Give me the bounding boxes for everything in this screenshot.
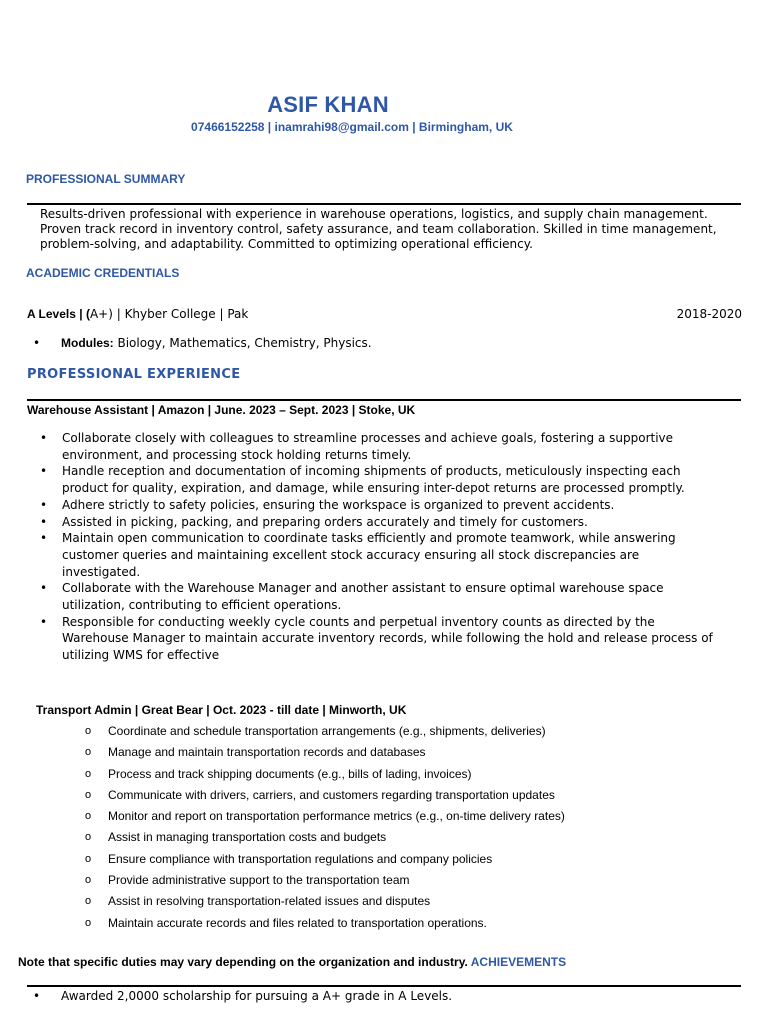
list-item: • Collaborate with the Warehouse Manager and another assistant to ensure optimal warehouse space utilization, contributing to efficient operations. [40,580,720,613]
list-item: • Responsible for conducting weekly cycle counts and perpetual inventory counts as directed by the Warehouse Manager to maintain accurate inventory records, while following the hold and release process of utilizing WMS for effective [40,614,720,664]
section-divider [27,985,741,987]
list-item: o Maintain accurate records and files related to transportation operations. [84,914,724,935]
list-item: o Manage and maintain transportation records and databases [84,743,724,764]
summary-paragraph: Results-driven professional with experience in warehouse operations, logistics, and supply chain management. Proven track record in inventory control, safety assurance, and team collaboration. Skilled in time management, problem-solving, and adaptability. Committed to optimizing operational efficiency. [40,207,717,251]
list-item: o Assist in managing transportation costs and budgets [84,828,724,849]
list-item: o Communicate with drivers, carriers, and customers regarding transportation updates [84,786,724,807]
education-school: Khyber College | Pak [120,307,249,321]
section-heading-education: ACADEMIC CREDENTIALS [26,266,180,280]
list-item: o Monitor and report on transportation performance metrics (e.g., on-time delivery rates) [84,807,724,828]
education-entry [27,307,742,322]
modules-bullet [33,336,372,351]
list-item: o Process and track shipping documents (e.g., bills of lading, invoices) [84,765,724,786]
education-level: A Levels | ( [27,307,90,321]
achievement-text: Awarded 2,0000 scholarship for pursuing a A+ grade in A Levels. [61,989,453,1003]
section-heading-experience: PROFESSIONAL EXPERIENCE [27,367,241,382]
duties-note: Note that specific duties may vary depending on the organization and industry. [18,955,471,969]
list-item: o Provide administrative support to the transportation team [84,871,724,892]
list-item: • Collaborate closely with colleagues to streamline processes and achieve goals, fostering a supportive environment, and processing stock holding returns timely. [40,430,720,463]
list-item: • Assisted in picking, packing, and preparing orders accurately and timely for customers. [40,514,720,531]
list-item: o Coordinate and schedule transportation arrangements (e.g., shipments, deliveries) [84,722,724,743]
education-date: 2018-2020 [676,307,742,321]
modules-label: Modules: [61,336,114,350]
section-divider [27,203,741,205]
list-item: o Assist in resolving transportation-related issues and disputes [84,892,724,913]
achievements-line [18,955,566,969]
section-heading-summary: PROFESSIONAL SUMMARY [26,172,186,186]
bullet-icon: • [33,336,41,350]
list-item: o Ensure compliance with transportation regulations and company policies [84,850,724,871]
candidate-name: ASIF KHAN [267,92,389,117]
bullet-icon: • [33,989,41,1003]
job-title-warehouse: Warehouse Assistant | Amazon | June. 2023 – Sept. 2023 | Stoke, UK [27,403,416,417]
section-heading-achievements: ACHIEVEMENTS [470,955,567,969]
contact-line: 07466152258 | inamrahi98@gmail.com | Birmingham, UK [191,120,513,134]
transport-duties-list [84,722,724,935]
list-item: • Adhere strictly to safety policies, ensuring the workspace is organized to prevent accidents. [40,497,720,514]
warehouse-duties-list [40,430,720,664]
achievement-bullet [33,989,452,1003]
list-item: • Handle reception and documentation of incoming shipments of products, meticulously inspecting each product for quality, expiration, and damage, while ensuring inter-depot returns are processed promptly. [40,463,720,496]
job-title-transport: Transport Admin | Great Bear | Oct. 2023 - till date | Minworth, UK [36,703,407,717]
education-grade: A+) | [89,307,121,321]
section-divider [27,399,741,401]
modules-text: Biology, Mathematics, Chemistry, Physics. [113,336,372,350]
list-item: • Maintain open communication to coordinate tasks efficiently and promote teamwork, while answering customer queries and maintaining excellent stock accuracy ensuring all stock discrepancies are investigated. [40,530,720,580]
